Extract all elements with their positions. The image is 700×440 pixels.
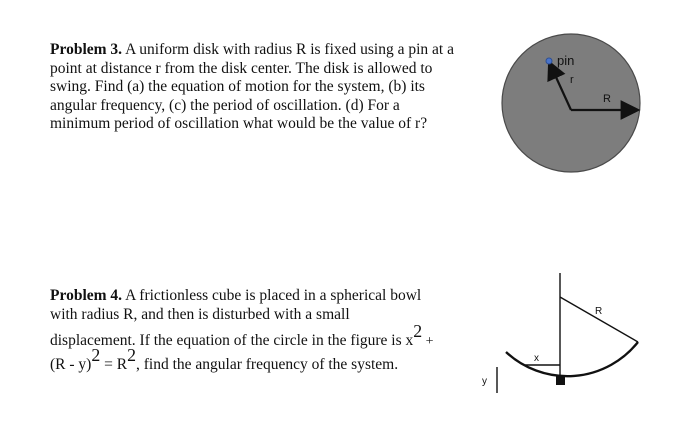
radius-line	[560, 297, 638, 342]
problem-4-sup-1: 2	[413, 321, 423, 341]
problem-4-line-3	[50, 321, 470, 352]
problem-4-text	[50, 287, 470, 374]
cube-shape	[556, 376, 565, 385]
problem-4-line-3-text: displacement. If the equation of the circle in the figure is x	[50, 332, 414, 350]
bowl-x-label: x	[534, 353, 539, 364]
problem-3-line-3: swing. Find (a) the equation of motion for the system, (b) its	[50, 78, 425, 95]
R-label: R	[603, 93, 611, 105]
pin-label: pin	[557, 53, 575, 68]
pin-dot	[546, 58, 552, 64]
problem-3-line-1	[50, 41, 490, 60]
problem-3-line-2: point at distance r from the disk center. The disk is allowed to	[50, 59, 433, 77]
disk-pin-figure	[490, 30, 650, 185]
problem-4-sup-3: 2	[127, 344, 136, 365]
r-label: r	[570, 74, 574, 86]
problem-4-line-2: with radius R, and then is disturbed with a small	[50, 305, 350, 323]
problem-4-line-1-text: A frictionless cube is placed in a spherical bowl	[125, 287, 422, 304]
problem-4-label: Problem 4.	[50, 287, 123, 304]
problem-4-plus: +	[422, 334, 434, 350]
bowl-cube-figure	[470, 270, 670, 395]
problem-4-eq: = R	[100, 355, 128, 373]
problem-4-line-4	[50, 344, 470, 375]
problem-4-line-4-a: (R - y)	[50, 355, 92, 373]
problem-3-line-4: angular frequency, (c) the period of oscillation. (d) For a	[50, 96, 400, 114]
bowl-arc	[506, 342, 638, 376]
problem-3-label: Problem 3.	[50, 41, 123, 58]
problem-3-line-5: minimum period of oscillation what would be the value of r?	[50, 115, 428, 132]
problem-3-text	[50, 41, 490, 134]
problem-4-line-4-b: , find the angular frequency of the system.	[135, 355, 399, 373]
bowl-y-label: y	[482, 376, 487, 387]
problem-4-line-1	[50, 287, 470, 306]
problem-4-sup-2: 2	[91, 344, 101, 365]
bowl-R-label: R	[595, 306, 603, 317]
problem-3-line-1-text: A uniform disk with radius R is fixed using a pin at a	[125, 41, 454, 58]
